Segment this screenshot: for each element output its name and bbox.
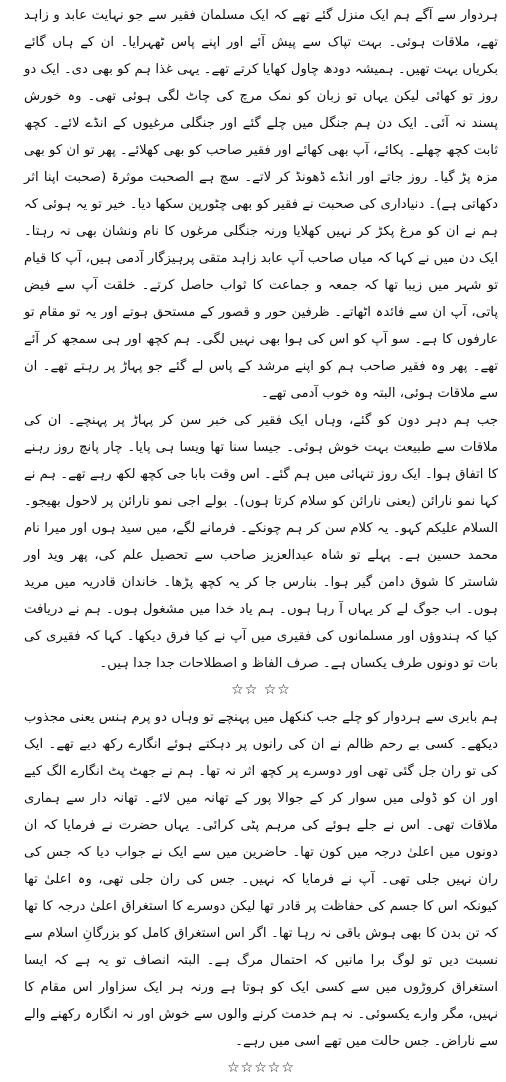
document-page xyxy=(16,0,506,1076)
paragraph-1: ہردوار سے آگے ہم ایک منزل گئے تھے کہ ایک مسلمان فقیر سے جو نہایت عابد و زاہد تھے، ملاقات ہوئی۔ بہت تپاک سے پیش آئے اور اپنے پاس ٹھہرایا۔ ان کے ہاں گائے بکریاں بہت تھیں۔ ہمیشہ دودھ چاول کھایا کرتے تھے۔ یہی غذا ہم کو بھی دی۔ ایک دو روز تو کھائی لیکن یہاں تو زبان کو نمک مرچ کی چاٹ لگی ہوئی تھی۔ وہ خورش پسند نہ آئی۔ ایک دن ہم جنگل میں چلے گئے اور جنگلی مرغیوں کے انڈے لائے۔ کچھ ثابت کچھ چھلے۔ پکائے، آپ بھی کھائے اور فقیر صاحب کو بھی کھلائے۔ پھر تو ان کو بھی مزہ پڑ گیا۔ روز جاتے اور انڈے ڈھونڈ کر لاتے۔ سچ ہے الصحبت موثرۃ (صحبت اپنا اثر دکھاتی ہے)۔ دنیاداری کی صحبت نے فقیر کو بھی چٹورپن سکھا دیا۔ خیر تو یہ ہوئی کہ ہم نے ان کو مرغ پکڑ کر نہیں کھلایا ورنہ جنگلی مرغوں کا نام ونشان بھی نہ رہتا۔ ایک دن میں نے کہا کہ میاں صاحب آپ عابد زاہد متقی پرہیزگار آدمی ہیں، آپ کا قیام تو شہر میں زیبا تھا کہ جمعہ و جماعت کا ثواب حاصل کرتے۔ خلقت آپ سے فیض پاتی، آپ ان سے فائدہ اٹھاتے۔ ظرفین حور و قصور کے مستحق ہوتے اور یہ تو مقام تو عارفوں کا ہے۔ سو آپ کو اس کی ہوا بھی نہیں لگی۔ ہم کچھ اور ہی سمجھ کر آئے تھے۔ پھر وہ فقیر صاحب ہم کو اپنے مرشد کے پاس لے گئے جو پہاڑ پر رہتے تھے۔ ان سے ملاقات ہوئی، البتہ وہ خوب آدمی تھے۔ xyxy=(24,8,498,401)
end-separator-stars: ☆☆☆☆☆ xyxy=(227,1060,295,1076)
paragraph-2: جب ہم دہر دون کو گئے، وہاں ایک فقیر کی خبر سن کر پہاڑ پر پہنچے۔ ان کی ملاقات سے طبیعت بہت خوش ہوئی۔ جیسا سنا تھا ویسا ہی پایا۔ چار پانچ روز رہنے کا اتفاق ہوا۔ ایک روز تنہائی میں ہم گئے۔ اس وقت بابا جی کچھ لکھ رہے تھے۔ ہم نے کہا نمو نارائن (یعنی نارائن کو سلام کرتا ہوں)۔ بولے اجی نمو نارائن پر لاحول بھیجو۔ السلام علیکم کہو۔ یہ کلام سن کر ہم چونکے۔ فرمانے لگے، میں سید ہوں اور میرا نام محمد حسین ہے۔ پہلے تو شاہ عبدالعزیز صاحب سے تحصیل علم کی، پھر وید اور شاستر کا شوق دامن گیر ہوا۔ بنارس جا کر یہ کچھ پڑھا۔ خاندان قادریہ میں مرید ہوں۔ اب جوگ لے کر یہاں آ رہا ہوں۔ ہم یاد خدا میں مشغول ہوں۔ ہم نے دریافت کیا کہ ہندوؤں اور مسلمانوں کی فقیری میں آپ نے کیا فرق دیکھا۔ کہا کہ فقیری کی بات تو دونوں طرف یکساں ہے۔ صرف الفاظ و اصطلاحات جدا جدا ہیں۔ xyxy=(24,413,498,671)
section-separator-stars: ☆☆ ☆☆ xyxy=(231,682,291,698)
paragraph-3: ہم بابری سے ہردوار کو چلے جب کنکھل میں پہنچے تو وہاں دو پرم ہنس یعنی مجذوب دیکھے۔ کسی بے رحم ظالم نے ان کی رانوں پر دہکتے ہوئے انگارے رکھ دیے تھے۔ ایک کی تو ران جل گئی تھی اور دوسرے پر کچھ اثر نہ تھا۔ ہم نے جھٹ پٹ انگارے الگ کیے اور ان کو ڈولی میں سوار کر کے جوالا پور کے تھانہ میں لائے۔ تھانہ دار سے ہماری ملاقات تھی۔ اس نے جلے ہوئے کی مرہم پٹی کرائی۔ یہاں حضرت نے فرمایا کہ ان دونوں میں اعلیٰ درجہ میں کون تھا۔ حاضرین میں سے ایک نے جواب دیا کہ جس کی ران نہیں جلی تھی۔ آپ نے فرمایا کہ نہیں۔ جس کی ران جلی تھی، وہ اعلیٰ تھا کیونکہ اس کا جسم کی حفاظت پر قادر تھا لیکن دوسرے کا استغراق اعلیٰ درجہ کا تھا کہ تن بدن کا بھی ہوش باقی نہ رہا تھا۔ اگر اس استغراق کامل کو بزرگانِ اسلام سے نسبت دیں تو لوگ برا مانیں کہ احتمال مرگ ہے۔ البتہ انصاف تو یہ ہے کہ ایسا استغراق کروڑوں میں سے کسی ایک کو ہوتا ہے ورنہ ہر ایک سزاوار اس مقام کا نہیں، مگر وارے یکسوئی۔ نہ ہم خدمت کرنے والوں سے خوش اور نہ انگارہ رکھنے والے سے ناراض۔ جس حالت میں تھے اسی میں رہے۔ xyxy=(24,710,498,1049)
